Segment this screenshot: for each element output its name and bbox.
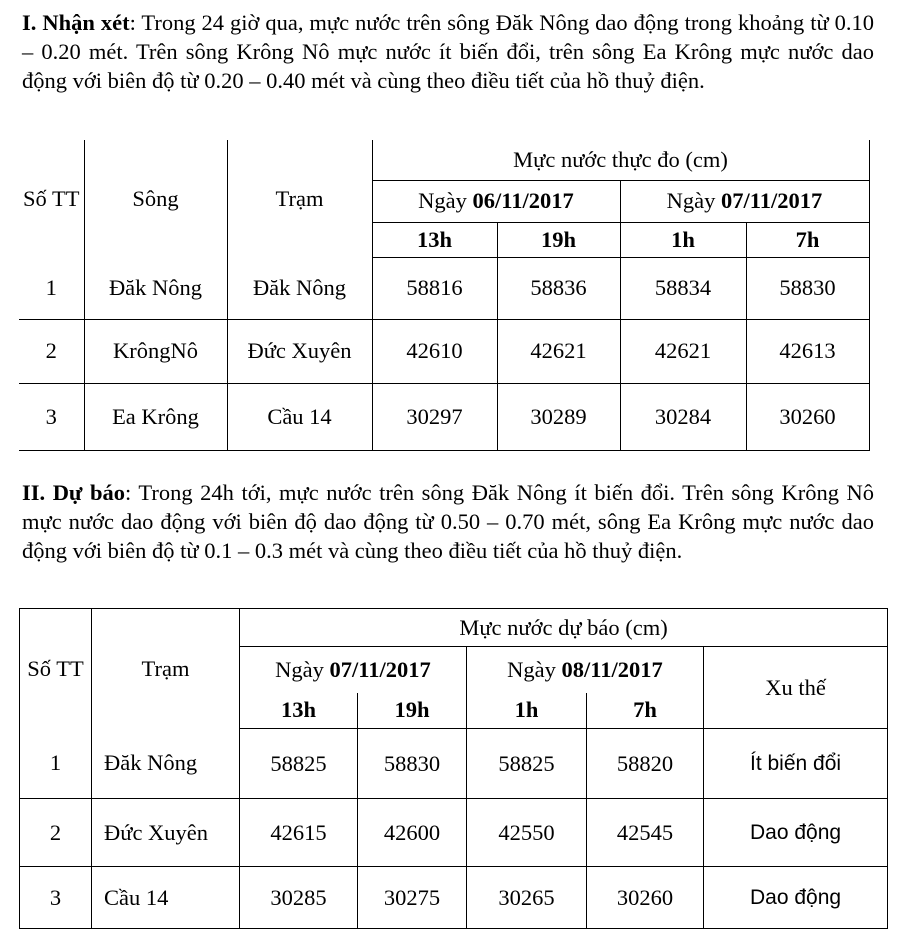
time-header: 7h [587,693,704,729]
row-trend: Dao động [704,867,888,929]
time-header: 19h [358,693,467,729]
table-row [19,319,869,383]
row-value: 58816 [372,257,497,319]
section-2-paragraph [22,478,874,565]
row-value: 30285 [240,867,358,929]
section-1-text: : Trong 24 giờ qua, mực nước trên sông Đăk Nông dao động trong khoảng từ 0.10 – 0.20 mét. Trên sông Krông Nô mực nước ít biến đổi, trên sông Ea Krông mực nước dao động với biên độ từ 0.20 – 0.40 mét và cùng theo điều tiết của hồ thuỷ điện. [22,10,874,93]
row-value: 42600 [358,799,467,867]
row-value: 30275 [358,867,467,929]
row-value: 58825 [467,729,587,799]
row-station: Đăk Nông [92,729,240,799]
row-value: 58830 [358,729,467,799]
time-header: 7h [746,222,869,257]
row-value: 58825 [240,729,358,799]
section-1-title: Nhận xét [42,10,130,35]
observed-group-header: Mực nước thực đo (cm) [372,140,869,180]
table-row [20,799,888,867]
station-header: Trạm [227,140,372,257]
section-1-number: I [22,10,31,35]
section-1-paragraph: I. Nhận xét: Trong 24 giờ qua, mực nước trên sông Đăk Nông dao động trong khoảng từ 0.10 – 0.20 mét. Trên sông Krông Nô mực nước ít biến đổi, trên sông Ea Krông mực nước dao động với biên độ từ 0.20 – 0.40 mét và cùng theo điều tiết của hồ thuỷ điện. [22,10,874,93]
time-header: 1h [620,222,746,257]
time-header: 13h [372,222,497,257]
row-river: Đăk Nông [84,257,227,319]
row-value: 42621 [620,319,746,383]
row-station: Cầu 14 [227,383,372,450]
row-river: KrôngNô [84,319,227,383]
stt-header: Số TT [27,655,84,681]
section-2-text: : Trong 24h tới, mực nước trên sông Đăk Nông ít biến đổi. Trên sông Krông Nô mực nước dao động với biên độ dao động từ 0.50 – 0.70 mét, sông Ea Krông mực nước dao động với biên độ từ 0.1 – 0.3 mét và cùng theo điều tiết của hồ thuỷ điện. [22,480,875,563]
row-value: 30260 [746,383,869,450]
row-value: 58830 [746,257,869,319]
day-2-header: Ngày 07/11/2017 [620,180,869,222]
row-station: Cầu 14 [92,867,240,929]
row-river: Ea Krông [84,383,227,450]
row-value: 58820 [587,729,704,799]
row-trend: Dao động [704,799,888,867]
row-value: 30260 [587,867,704,929]
row-value: 58834 [620,257,746,319]
stt-header: Số TT [23,185,80,211]
table-row [19,383,869,450]
row-value: 30289 [497,383,620,450]
observed-water-level-table [19,140,870,451]
river-header: Sông [84,140,227,257]
row-value: 58836 [497,257,620,319]
table-row [20,867,888,929]
row-stt: 3 [49,884,62,910]
forecast-group-header: Mực nước dự báo (cm) [240,609,888,647]
time-header: 19h [497,222,620,257]
row-stt: 1 [19,257,84,319]
row-value: 42621 [497,319,620,383]
row-stt: 2 [19,319,84,383]
day-1-header: Ngày 06/11/2017 [372,180,620,222]
row-station: Đức Xuyên [227,319,372,383]
row-trend: Ít biến đổi [704,729,888,799]
row-value: 42550 [467,799,587,867]
row-station: Đăk Nông [227,257,372,319]
row-stt: 1 [20,729,92,799]
day-1-header: Ngày 07/11/2017 [240,647,467,693]
row-station: Đức Xuyên [92,799,240,867]
table-row [19,257,869,319]
time-header: 13h [240,693,358,729]
row-stt: 2 [20,799,92,867]
row-value: 42613 [746,319,869,383]
forecast-water-level-table [19,608,888,929]
row-stt: 3 [19,383,84,450]
time-header: 1h [467,693,587,729]
row-value: 30265 [467,867,587,929]
section-2-title: II. Dự báo [22,480,126,505]
table-row [20,729,888,799]
trend-header: Xu thế [704,647,888,729]
row-value: 42615 [240,799,358,867]
row-value: 42545 [587,799,704,867]
row-value: 30297 [372,383,497,450]
station-header: Trạm [92,609,240,729]
row-value: 42610 [372,319,497,383]
row-value: 30284 [620,383,746,450]
day-2-header: Ngày 08/11/2017 [467,647,704,693]
